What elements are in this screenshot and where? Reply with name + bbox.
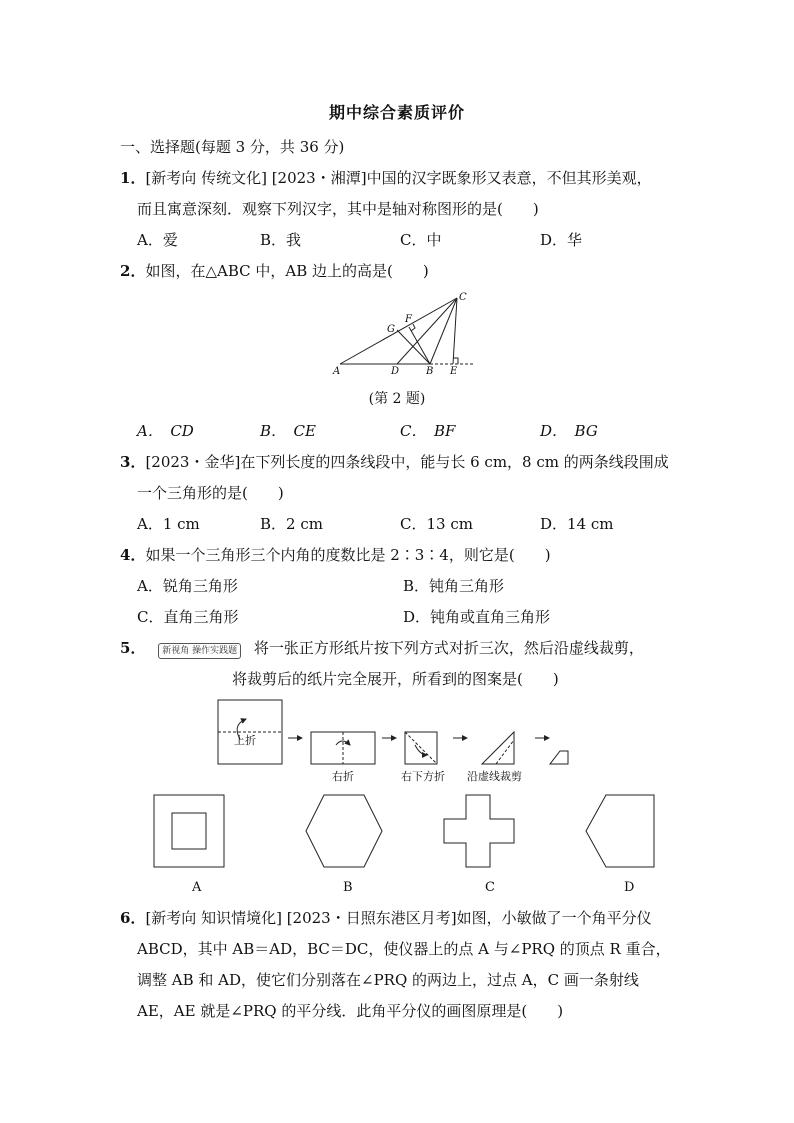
q4-option-d: D．钝角或直角三角形	[403, 608, 551, 626]
step3-fold-arrow	[415, 745, 427, 755]
question-6-line-2: ABCD，其中 AB＝AD，BC＝DC，使仪器上的点 A 与∠PRQ 的顶点 R 重合，	[137, 940, 671, 958]
q1-option-b: B．我	[260, 231, 302, 249]
q3-option-a: A．1 cm	[137, 515, 200, 533]
fig-label-a: A	[333, 366, 341, 377]
q3-option-d: D．14 cm	[540, 515, 614, 533]
question-3-line-1: 3．[2023・金华]在下列长度的四条线段中，能与长 6 cm，8 cm 的两条线段围成	[120, 453, 669, 471]
question-6-number: 6	[120, 909, 131, 927]
question-5-line-1: 5． 新视角 操作实践题 将一张正方形纸片按下列方式对折三次，然后沿虚线裁剪，	[120, 639, 644, 657]
question-4-line-1: 4．如果一个三角形三个内角的度数比是 2∶3∶4，则它是( )	[120, 546, 551, 564]
label-cut-dashed: 沿虚线裁剪	[467, 770, 522, 783]
q2-option-c: C． BF	[400, 422, 456, 440]
q2-option-a: A． CD	[137, 422, 194, 440]
label-fold-right: 右折	[332, 770, 354, 783]
q2-option-d: D． BG	[540, 422, 598, 440]
choice-d-label: D	[624, 880, 635, 895]
figure-2-caption: (第 2 题)	[368, 391, 426, 407]
choice-c-label: C	[485, 880, 495, 895]
question-1-number: 1	[120, 169, 131, 187]
q4-option-a: A．锐角三角形	[137, 577, 238, 595]
fig-label-d: D	[391, 366, 400, 377]
fig-label-c: C	[459, 292, 467, 303]
label-fold-up: 上折	[234, 734, 256, 747]
answer-choices-figure	[140, 790, 680, 898]
step5-result-shape	[550, 751, 568, 764]
fig-label-e: E	[450, 366, 458, 377]
step3-fold-line	[405, 732, 437, 764]
step4-cut-line	[496, 740, 514, 764]
question-6-line-3: 调整 AB 和 AD，使它们分别落在∠PRQ 的两边上，过点 A，C 画一条射线	[137, 971, 639, 989]
question-4-number: 4	[120, 546, 131, 564]
choice-b-label: B	[343, 880, 353, 895]
q4-option-b: B．钝角三角形	[403, 577, 505, 595]
question-1-line-2: 而且寓意深刻．观察下列汉字，其中是轴对称图形的是( )	[137, 200, 539, 218]
q3-option-c: C．13 cm	[400, 515, 473, 533]
triangle-figure	[325, 288, 485, 380]
right-angle-mark-f	[411, 324, 415, 331]
segment-cd	[397, 298, 457, 364]
question-5-number: 5	[120, 639, 131, 657]
question-1-text: [新考向 传统文化] [2023・湘潭]中国的汉字既象形又表意，不但其形美观，	[145, 169, 652, 187]
question-2-line-1: 2．如图，在△ABC 中，AB 边上的高是( )	[120, 262, 429, 280]
q1-option-c: C．中	[400, 231, 442, 249]
folding-steps-figure	[210, 695, 570, 787]
question-6-text: [新考向 知识情境化] [2023・日照东港区月考]如图，小敏做了一个角平分仪	[145, 909, 652, 927]
fig-label-b: B	[426, 366, 434, 377]
question-3-text: [2023・金华]在下列长度的四条线段中，能与长 6 cm，8 cm 的两条线段围成	[145, 453, 669, 471]
question-6-line-4: AE，AE 就是∠PRQ 的平分线．此角平分仪的画图原理是( )	[137, 1002, 564, 1020]
page-title: 期中综合素质评价	[328, 103, 465, 122]
fig-label-g: G	[387, 324, 395, 335]
question-1-line-1: 1．[新考向 传统文化] [2023・湘潭]中国的汉字既象形又表意，不但其形美观，	[120, 169, 652, 187]
q2-option-b: B． CE	[260, 422, 316, 440]
question-4-text: 如果一个三角形三个内角的度数比是 2∶3∶4，则它是( )	[145, 546, 551, 564]
choice-a-label: A	[192, 880, 202, 895]
choice-c-cross	[444, 795, 514, 867]
step4-triangle	[482, 732, 514, 764]
choice-a-outer-square	[154, 795, 224, 867]
question-3-line-2: 一个三角形的是( )	[137, 484, 284, 502]
segment-ce	[453, 298, 457, 364]
question-3-number: 3	[120, 453, 131, 471]
label-fold-lower-right: 右下方折	[401, 770, 445, 783]
fig-label-f: F	[405, 314, 412, 325]
segment-cb	[430, 298, 457, 364]
q4-option-c: C．直角三角形	[137, 608, 239, 626]
question-5-line-2: 将裁剪后的纸片完全展开，所看到的图案是( )	[232, 670, 559, 688]
choice-a-inner-square	[172, 813, 206, 849]
new-perspective-badge: 新视角 操作实践题	[158, 643, 241, 659]
question-2-text: 如图，在△ABC 中，AB 边上的高是( )	[145, 262, 429, 280]
question-6-line-1: 6．[新考向 知识情境化] [2023・日照东港区月考]如图，小敏做了一个角平分仪	[120, 909, 652, 927]
q3-option-b: B．2 cm	[260, 515, 323, 533]
choice-d-pentagon	[586, 795, 654, 867]
q1-option-a: A．爱	[137, 231, 178, 249]
section-heading: 一、选择题(每题 3 分，共 36 分)	[120, 138, 345, 156]
choice-b-hexagon	[306, 795, 382, 867]
q1-option-d: D．华	[540, 231, 583, 249]
question-2-number: 2	[120, 262, 131, 280]
question-5-text: 将一张正方形纸片按下列方式对折三次，然后沿虚线裁剪，	[253, 639, 644, 657]
